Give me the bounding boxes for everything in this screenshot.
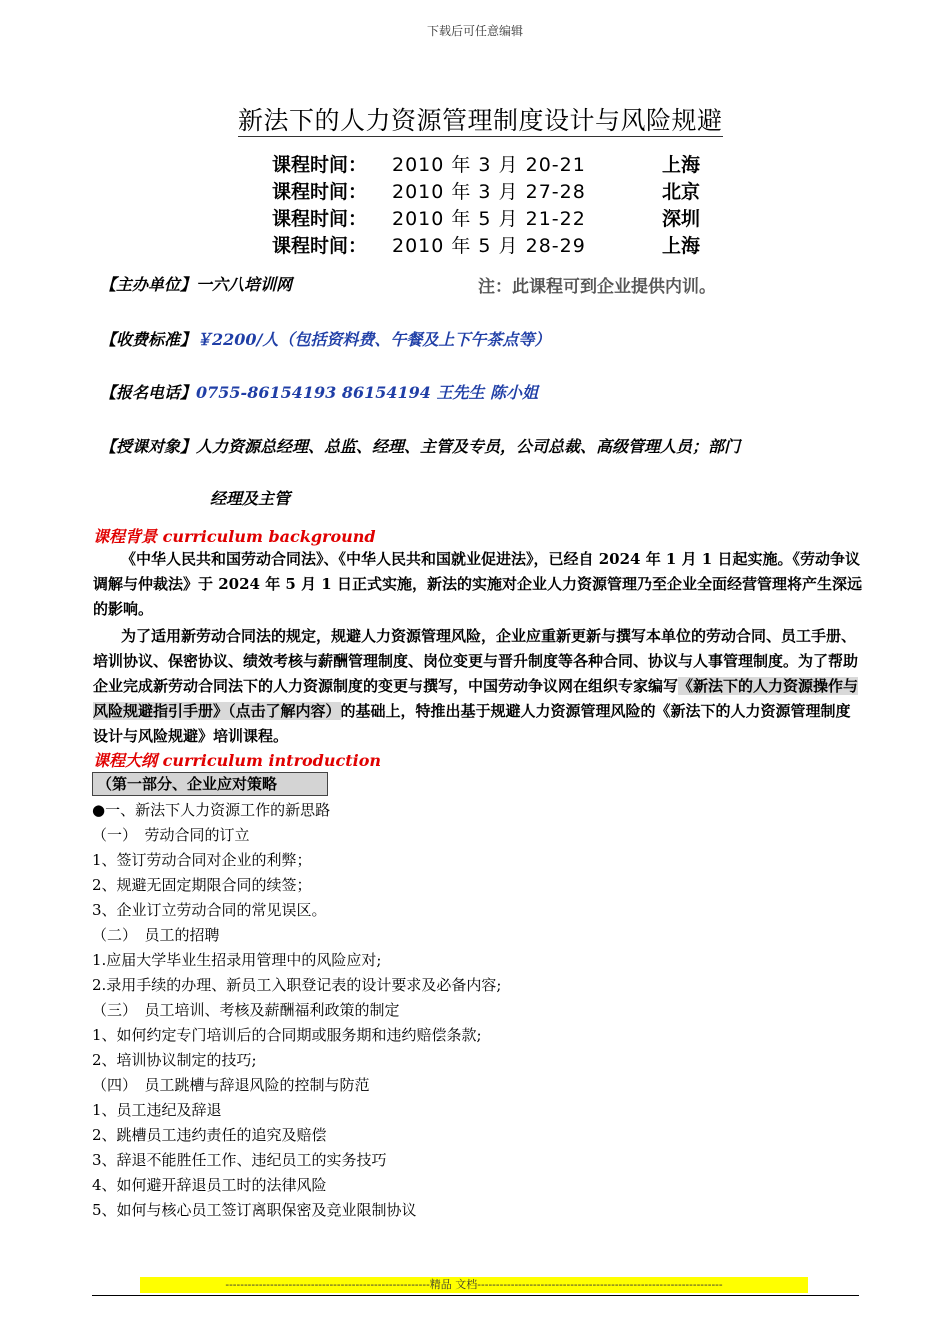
phone-label: 【报名电话】 bbox=[100, 383, 197, 402]
audience-value: 人力资源总经理、总监、经理、主管及专员，公司总裁、高级管理人员；部门 bbox=[196, 437, 741, 456]
background-text-a: 为了适用新劳动合同法的规定，规避人力资源管理风险，企业应重新更新与撰写本单位的劳动合同、员工手册、培训协议、保密协议、绩效考核与薪酬管理制度、岗位变更与晋升制度等各种合同、协议与人事管理制度。为了帮助企业完成新劳动合同法下的人力资源制度的变更与撰写，中国劳动争议网在组织专家编写 bbox=[93, 627, 859, 695]
footer-band: -------------------------------------------------------精品 文档------------------------------------------------------------------ bbox=[140, 1277, 808, 1293]
organizer-value: 一六八培训网 bbox=[196, 275, 293, 294]
outline-subheading: （一） 劳动合同的订立 bbox=[92, 826, 250, 844]
schedule-date: 2010 年 3 月 27-28 bbox=[392, 181, 586, 203]
outline-subheading: （二） 员工的招聘 bbox=[92, 926, 220, 944]
schedule-label: 课程时间： bbox=[272, 208, 368, 230]
schedule-city: 深圳 bbox=[662, 208, 701, 230]
fee-label: 【收费标准】 bbox=[100, 330, 197, 349]
fee-line bbox=[100, 327, 550, 350]
audience-label: 【授课对象】 bbox=[100, 437, 197, 456]
fee-value: ￥2200/人（包括资料费、午餐及上下午茶点等） bbox=[196, 330, 551, 349]
schedule-row bbox=[272, 231, 700, 258]
outline-item: 1、签订劳动合同对企业的利弊； bbox=[92, 851, 312, 869]
schedule-row bbox=[272, 204, 700, 231]
outline-heading-item: ●一、新法下人力资源工作的新思路 bbox=[92, 801, 331, 819]
outline-item: 1.应届大学毕业生招录用管理中的风险应对; bbox=[92, 951, 382, 969]
outline-item: 4、如何避开辞退员工时的法律风险 bbox=[92, 1176, 327, 1194]
background-heading: 课程背景 curriculum background bbox=[93, 527, 376, 546]
schedule-label: 课程时间： bbox=[272, 235, 368, 257]
outline-item: 2.录用手续的办理、新员工入职登记表的设计要求及必备内容; bbox=[92, 976, 502, 994]
outline-item: 2、跳槽员工违约责任的追究及赔偿 bbox=[92, 1126, 327, 1144]
outline-heading: 课程大纲 curriculum introduction bbox=[93, 751, 382, 770]
footer-rule bbox=[92, 1295, 859, 1296]
background-text-b: 的基础上，特推出基于规避人力资源管理风险的《新法下的人力资源管理制度设计与风险规避》培训课程。 bbox=[93, 702, 851, 745]
background-paragraph-2 bbox=[93, 624, 865, 749]
outline-item: 5、如何与核心员工签订离职保密及竞业限制协议 bbox=[92, 1201, 417, 1219]
schedule-row bbox=[272, 177, 700, 204]
schedule-date: 2010 年 5 月 21-22 bbox=[392, 208, 586, 230]
organizer-line bbox=[100, 272, 292, 295]
phone-line bbox=[100, 380, 538, 403]
part-one-title: （第一部分、企业应对策略 bbox=[92, 772, 328, 796]
outline-item: 2、规避无固定期限合同的续签； bbox=[92, 876, 312, 894]
phone-value: 0755-86154193 86154194 王先生 陈小姐 bbox=[196, 383, 539, 402]
schedule-city: 上海 bbox=[662, 154, 701, 176]
organizer-label: 【主办单位】 bbox=[100, 275, 197, 294]
schedule-row bbox=[272, 150, 700, 177]
outline-item: 3、企业订立劳动合同的常见误区。 bbox=[92, 901, 327, 919]
outline-item: 1、如何约定专门培训后的合同期或服务期和违约赔偿条款; bbox=[92, 1026, 482, 1044]
background-paragraph-1: 《中华人民共和国劳动合同法》、《中华人民共和国就业促进法》，已经自 2024 年 1 月 1 日起实施。《劳动争议调解与仲裁法》于 2024 年 5 月 1 日正式实施，新法的实施对企业人力资源管理乃至企业全面经营管理将产生深远的影响。 bbox=[93, 550, 862, 618]
outline-item: 1、员工违纪及辞退 bbox=[92, 1101, 222, 1119]
page-title: 新法下的人力资源管理制度设计与风险规避 bbox=[238, 106, 723, 135]
schedule-date: 2010 年 3 月 20-21 bbox=[392, 154, 586, 176]
schedule-label: 课程时间： bbox=[272, 154, 368, 176]
audience-line bbox=[100, 434, 740, 457]
schedule-city: 上海 bbox=[662, 235, 701, 257]
outline-subheading: （三） 员工培训、考核及薪酬福利政策的制定 bbox=[92, 1001, 400, 1019]
inhouse-note: 注：此课程可到企业提供内训。 bbox=[478, 277, 716, 297]
schedule-city: 北京 bbox=[662, 181, 701, 203]
schedule-date: 2010 年 5 月 28-29 bbox=[392, 235, 586, 257]
manual-link[interactable]: 《新法下的人力资源操作与风险规避指引手册》（点击了解内容） bbox=[93, 677, 859, 720]
audience-line-2: 经理及主管 bbox=[210, 489, 291, 508]
outline-item: 2、培训协议制定的技巧; bbox=[92, 1051, 257, 1069]
outline-subheading: （四） 员工跳槽与辞退风险的控制与防范 bbox=[92, 1076, 370, 1094]
header-note: 下载后可任意编辑 bbox=[426, 24, 523, 38]
outline-item: 3、辞退不能胜任工作、违纪员工的实务技巧 bbox=[92, 1151, 387, 1169]
schedule-label: 课程时间： bbox=[272, 181, 368, 203]
